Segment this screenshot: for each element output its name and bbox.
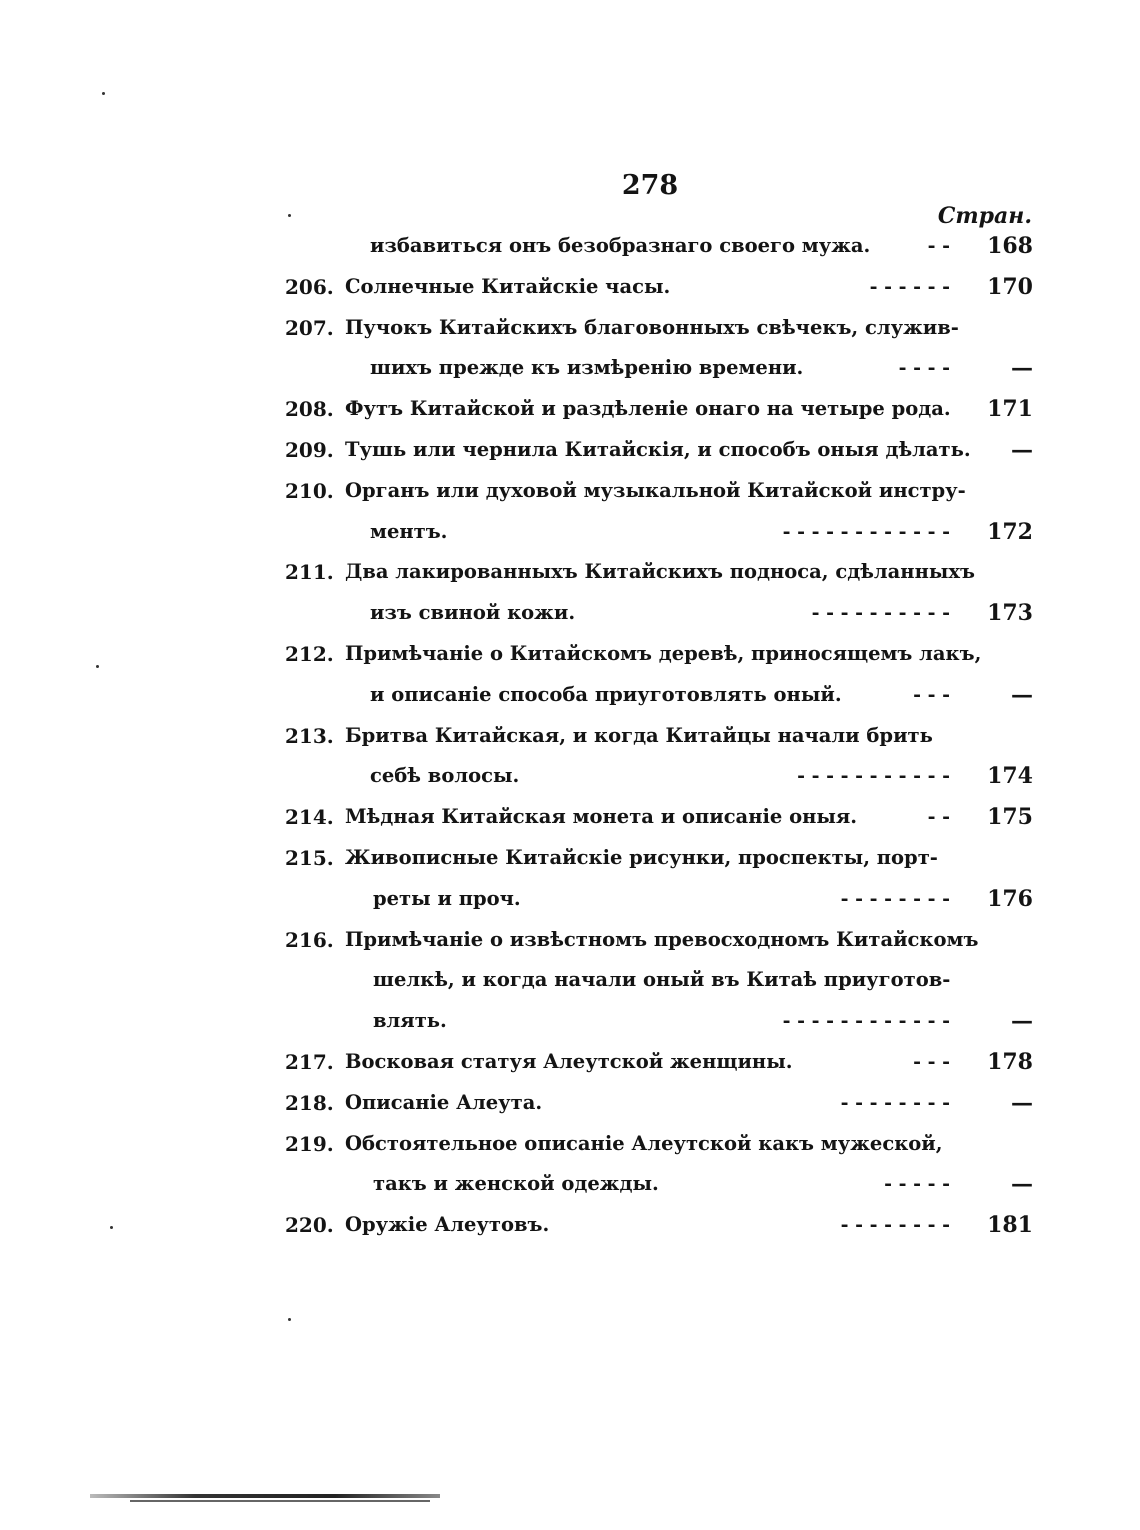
toc-entry-title: Описаніе Алеута. [345,1090,543,1114]
toc-entry-number: 218. [285,1090,334,1115]
toc-entry [285,1124,1035,1165]
toc-entry-page: 176 [987,885,1033,912]
toc-entry-title: ментъ. [370,519,448,543]
toc-entry-title: Органъ или духовой музыкальной Китайской инстру- [345,478,966,502]
toc-entry-title: шихъ прежде къ измѣренію времени. [370,356,804,380]
toc-entry-number: 216. [285,927,334,952]
toc-entry [285,267,1035,308]
toc-entry [285,1205,1035,1246]
toc-entry [285,1042,1035,1083]
toc-entry-page: — [1011,1008,1033,1035]
page-column-header: Стран. [937,203,1032,229]
toc-entry-title: Солнечные Китайскіе часы. [345,274,671,298]
toc-entry-page: — [1011,436,1033,463]
toc-entry-number: 207. [285,315,334,340]
toc-entry [285,308,1035,349]
toc-entry-page: 181 [987,1212,1033,1239]
toc-entry [285,389,1035,430]
footer-rule [90,1494,440,1498]
toc-entry-title: себѣ волосы. [370,764,520,788]
toc-entry [285,348,1035,389]
toc-entry-leader: - - - [913,683,950,706]
toc-entry-leader: - - - - - - - - [840,1091,950,1114]
toc-entry-title: изъ свиной кожи. [370,601,576,625]
scan-speck [288,1318,291,1321]
toc-entry-page: 174 [987,763,1033,790]
toc-entry-title: Бритва Китайская, и когда Китайцы начали брить [345,723,933,747]
toc-entry-title: Восковая статуя Алеутской женщины. [345,1049,793,1073]
toc-entry [285,512,1035,553]
toc-entry-leader: - - - - - - - - - - - - [782,520,950,543]
scan-speck [288,214,291,217]
toc-entry [285,1001,1035,1042]
toc-entry-number: 210. [285,478,334,503]
toc-entry [285,552,1035,593]
toc-entry-page: 168 [987,233,1033,259]
toc-entry-page: 178 [987,1048,1033,1075]
toc-entry-page: 172 [987,518,1033,545]
toc-entry [285,960,1035,1001]
toc-entry [285,471,1035,512]
toc-entry-page: 170 [987,273,1033,300]
toc-entry [285,716,1035,757]
scan-speck [96,665,99,668]
toc-entry-leader: - - - - - - [869,275,950,298]
toc-entry-title: Два лакированныхъ Китайскихъ подноса, сдѣланныхъ [345,560,975,584]
toc-entry [285,879,1035,920]
toc-entry-title: Оружіе Алеутовъ. [345,1213,550,1237]
toc-entry-title: Примѣчаніе о извѣстномъ превосходномъ Китайскомъ [345,927,979,951]
toc-entry-number: 208. [285,397,334,422]
toc-entry-title: избавиться онъ безобразнаго своего мужа. [370,234,871,257]
toc-entry [285,797,1035,838]
toc-entry [285,430,1035,471]
toc-entry-title: Живописные Китайскіе рисунки, проспекты, порт- [345,845,938,869]
toc-entry-title: Обстоятельное описаніе Алеутской какъ мужеской, [345,1131,943,1155]
toc-entry-page: 171 [987,396,1033,423]
toc-entry-leader: - - - - - - - - [840,887,950,910]
toc-entry-leader: - - - - - - - - - - - [797,765,950,788]
toc-entry-page: — [1011,355,1033,382]
toc-entry-number: 215. [285,845,334,870]
toc-entry-title: Примѣчаніе о Китайскомъ деревѣ, приносящемъ лакъ, [345,641,982,665]
toc-entry-leader: - - - - [898,357,950,380]
toc-entry-number: 213. [285,723,334,748]
footer-rule-secondary [130,1500,430,1502]
toc-entry [285,1083,1035,1124]
toc-entry [285,593,1035,634]
toc-entry [285,1164,1035,1205]
toc-entry-leader: - - - - - - - - - - [811,602,950,625]
toc-entry-title: Пучокъ Китайскихъ благовонныхъ свѣчекъ, служив- [345,315,959,339]
toc-entry-leader: - - - - - - - - - - - - [782,1010,950,1033]
toc-entry-leader: - - [927,235,950,257]
toc-entry-title: Тушь или чернила Китайскія, и способъ оныя дѣлать. [345,437,971,461]
toc-entry-title: реты и проч. [373,886,521,910]
toc-entry-number: 219. [285,1131,334,1156]
toc-entry [285,838,1035,879]
toc-entry-number: 217. [285,1049,334,1074]
toc-entry-title: и описаніе способа приуготовлять оный. [370,682,842,706]
toc-entry-leader: - - - [913,1050,950,1073]
scan-speck [110,1226,113,1229]
toc-entry [285,756,1035,797]
toc-entry-leader: - - [927,806,950,829]
toc-entry-title: шелкѣ, и когда начали оный въ Китаѣ приуготов- [373,968,951,992]
toc-entry-number: 206. [285,274,334,299]
toc-entry [285,920,1035,961]
toc-entry-page: — [1011,1171,1033,1198]
toc-entry [285,634,1035,675]
toc-entry-number: 212. [285,641,334,666]
toc-entry [285,675,1035,716]
toc-entry-title: влять. [373,1009,447,1033]
toc-entry-page: 175 [987,804,1033,831]
toc-entry-page: — [1011,1089,1033,1116]
table-of-contents [285,226,1035,1246]
toc-entry-title: такъ и женской одежды. [373,1172,659,1196]
toc-entry-number: 220. [285,1213,334,1238]
page-number: 278 [621,170,679,201]
toc-entry-leader: - - - - - [884,1173,950,1196]
toc-entry-title: Футъ Китайской и раздѣленіе онаго на четыре рода. [345,397,951,421]
toc-entry-page: 173 [987,600,1033,627]
toc-entry-title: Мѣдная Китайская монета и описаніе оныя. [345,805,858,829]
toc-entry-number: 211. [285,560,334,585]
toc-entry-page: — [1011,681,1033,708]
toc-entry-number: 209. [285,437,334,462]
toc-entry [285,226,1035,267]
toc-entry-leader: - - - - - - - - [840,1214,950,1237]
scan-speck [102,92,105,95]
toc-entry-number: 214. [285,805,334,830]
